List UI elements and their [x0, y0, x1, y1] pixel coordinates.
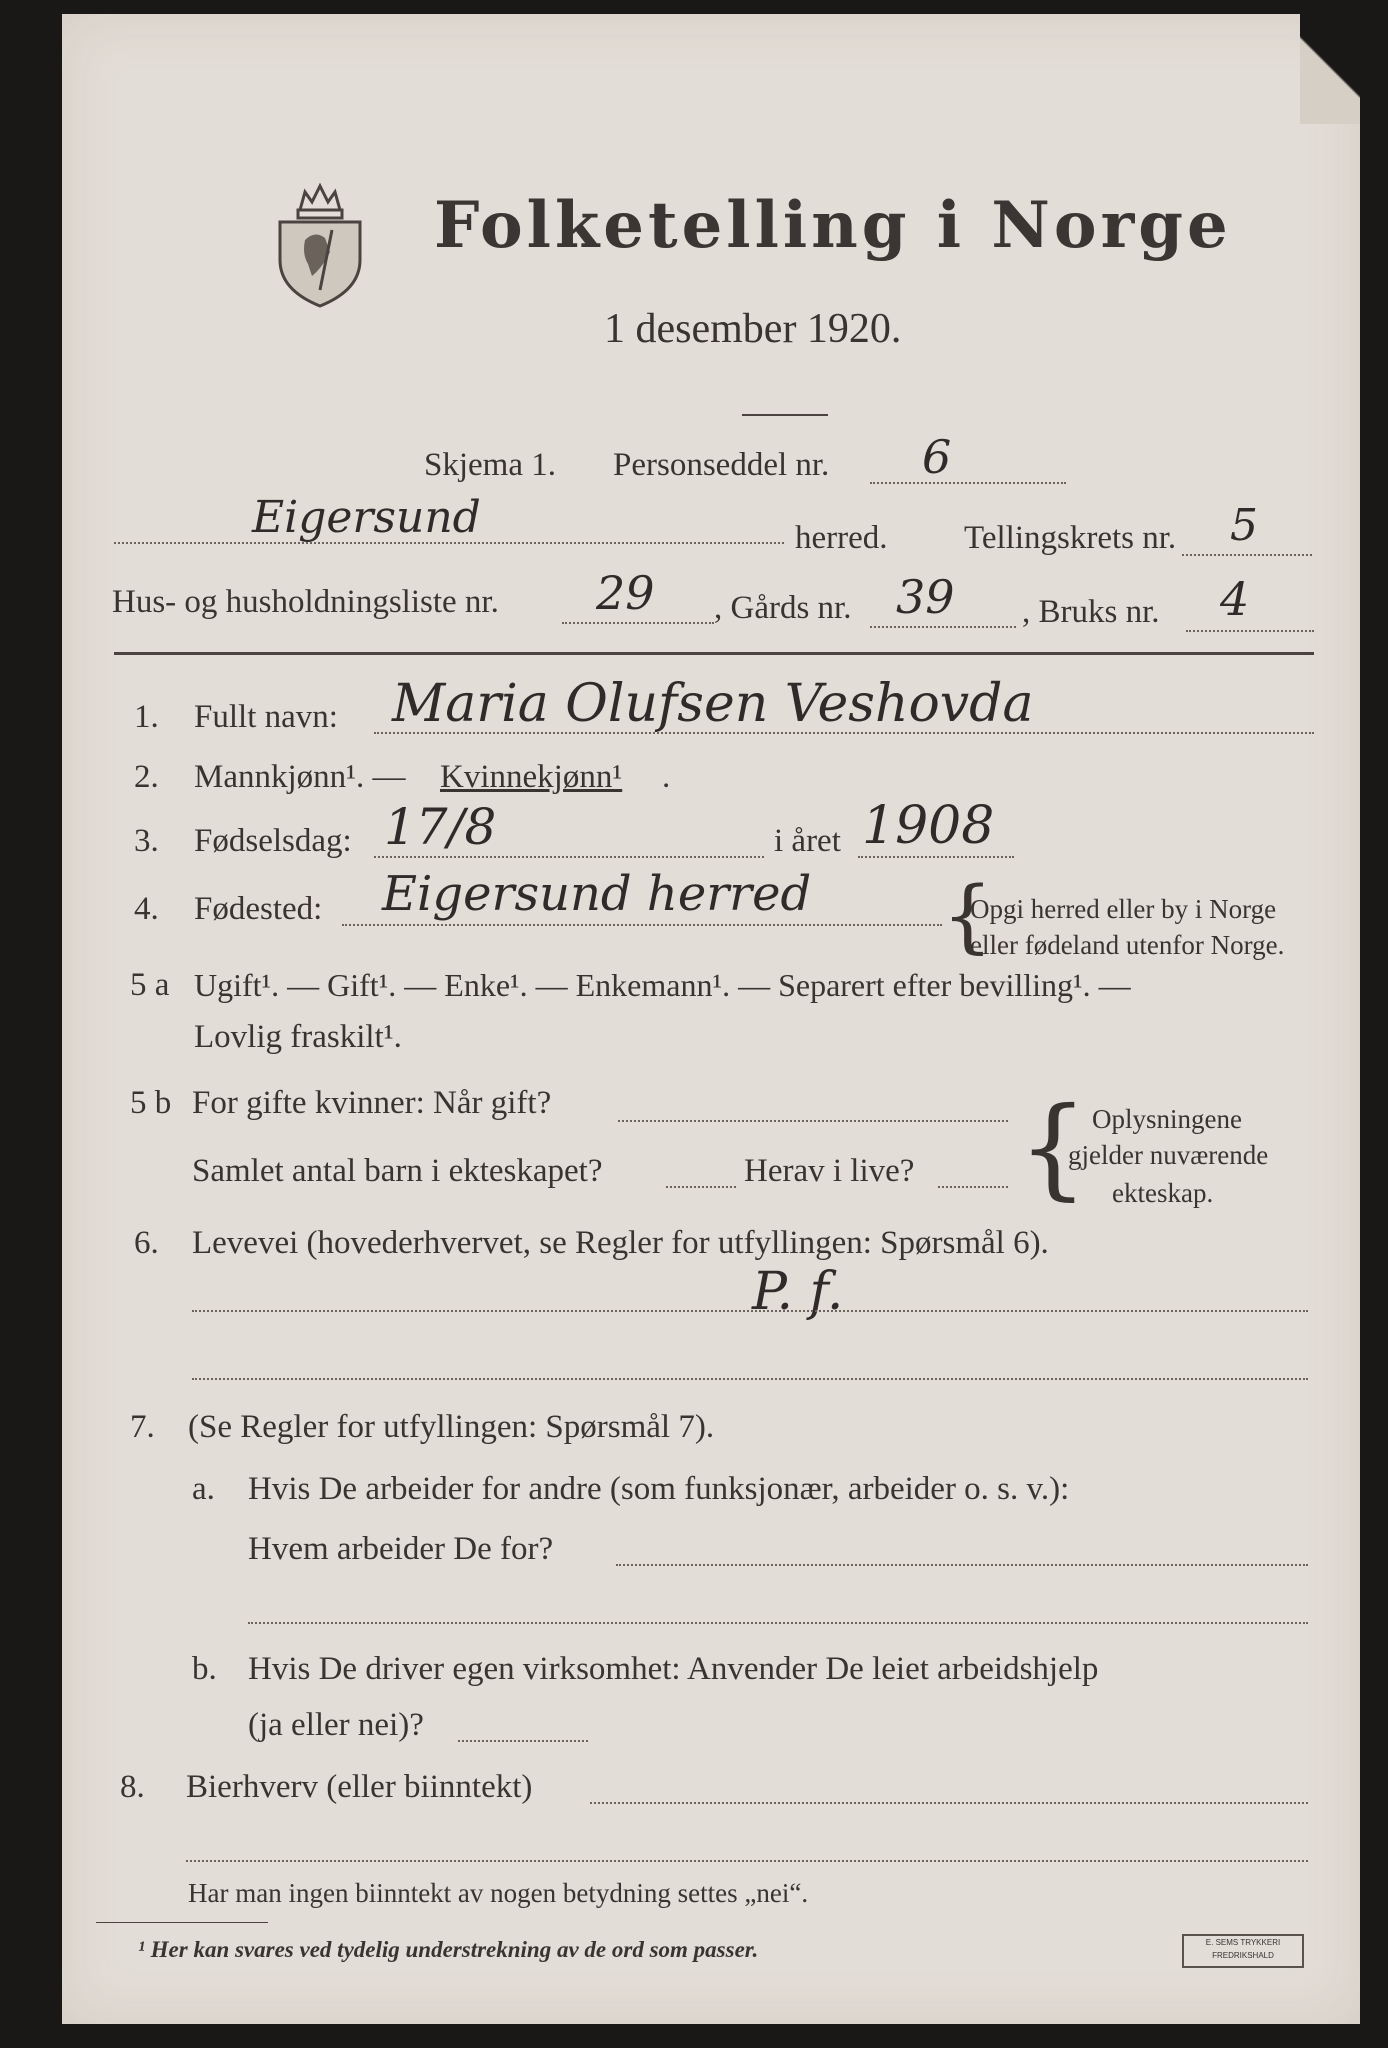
q5b-note-line3: ekteskap. — [1112, 1178, 1214, 1208]
q5b-note-line1: Oplysningene — [1092, 1104, 1242, 1134]
husliste-value: 29 — [596, 566, 655, 620]
q2-option-male: Mannkjønn¹. — — [194, 759, 406, 795]
q5b-note-line2: gjelder nuværende — [1068, 1140, 1269, 1170]
tellingskrets-value: 5 — [1230, 500, 1258, 551]
q3-year-label: i året — [774, 823, 841, 859]
husliste-label: Hus- og husholdningsliste nr. — [112, 584, 499, 620]
q7b-text: Hvis De driver egen virksomhet: Anvender De leiet arbeidshjelp — [248, 1651, 1099, 1687]
q7a-text: Hvis De arbeider for andre (som funksjonær, arbeider o. s. v.): — [248, 1471, 1070, 1507]
q4-label: Fødested: — [194, 891, 323, 927]
bruks-label: , Bruks nr. — [1022, 594, 1160, 630]
q8-label: Bierhverv (eller biinntekt) — [186, 1769, 533, 1805]
section-divider — [114, 652, 1314, 655]
personseddel-value: 6 — [922, 430, 952, 484]
form-date: 1 desember 1920. — [604, 306, 902, 352]
q7a-employer-line-2 — [248, 1622, 1308, 1624]
q5b-alive-line — [938, 1186, 1008, 1188]
q5b-married-line — [618, 1120, 1008, 1122]
q5a-options: Ugift¹. — Gift¹. — Enke¹. — Enkemann¹. — Separert efter bevilling¹. — — [194, 967, 1131, 1003]
herred-value: Eigersund — [252, 492, 481, 543]
herred-label: herred. — [795, 520, 888, 556]
q2-number: 2. — [134, 759, 159, 795]
q1-label: Fullt navn: — [194, 699, 338, 735]
q1-line — [374, 732, 1314, 734]
q5b-alive-label: Herav i live? — [744, 1153, 915, 1189]
q7-label: (Se Regler for utfyllingen: Spørsmål 7). — [188, 1409, 715, 1445]
q8-note: Har man ingen biinntekt av nogen betydning settes „nei“. — [188, 1878, 809, 1908]
q2-end: . — [662, 759, 671, 795]
q3-day-value: 17/8 — [384, 798, 497, 856]
q1-number: 1. — [134, 699, 159, 735]
q3-year-line — [858, 856, 1014, 858]
q7a-employer-line — [616, 1564, 1308, 1566]
title-divider — [742, 414, 828, 416]
q6-label: Levevei (hovederhvervet, se Regler for utfyllingen: Spørsmål 6). — [192, 1225, 1049, 1261]
q4-brace: { — [942, 869, 993, 962]
personseddel-label: Personseddel nr. — [613, 447, 830, 483]
q4-value: Eigersund herred — [382, 866, 812, 922]
printer-stamp-text: E. SEMS TRYKKERI FREDRIKSHALD — [1205, 1938, 1281, 1960]
census-form — [62, 14, 1360, 2024]
gards-label: , Gårds nr. — [714, 590, 852, 626]
q8-number: 8. — [120, 1769, 145, 1805]
q4-line — [342, 924, 942, 926]
q3-day-line — [374, 856, 764, 858]
q8-line — [590, 1802, 1308, 1804]
q5a-number: 5 a — [130, 967, 170, 1003]
q3-number: 3. — [134, 823, 159, 859]
q5b-number: 5 b — [130, 1085, 172, 1121]
q4-note-line2: eller fødeland utenfor Norge. — [970, 930, 1285, 960]
q2-option-female: Kvinnekjønn¹ — [440, 759, 623, 795]
q1-value: Maria Olufsen Veshovda — [392, 674, 1034, 734]
q3-label: Fødselsdag: — [194, 823, 352, 859]
husliste-line — [562, 622, 714, 624]
q5b-married-label: For gifte kvinner: Når gift? — [192, 1085, 552, 1121]
gards-line — [870, 626, 1016, 628]
q5b-children-line — [666, 1186, 736, 1188]
q4-number: 4. — [134, 891, 159, 927]
coat-of-arms-icon — [270, 180, 370, 310]
q7-number: 7. — [130, 1409, 155, 1445]
footnote-divider — [96, 1922, 268, 1923]
q5b-brace: { — [1018, 1083, 1088, 1211]
bruks-value: 4 — [1220, 572, 1250, 626]
q7b-answer-line — [458, 1740, 588, 1742]
gards-value: 39 — [896, 570, 955, 624]
footnote: ¹ Her kan svares ved tydelig understrekning av de ord som passer. — [138, 1937, 759, 1962]
q7a-letter: a. — [192, 1471, 215, 1507]
q8-line-2 — [186, 1860, 1308, 1862]
q7b-letter: b. — [192, 1651, 217, 1687]
q4-note-line1: Opgi herred eller by i Norge — [970, 894, 1277, 924]
q5a-options-2: Lovlig fraskilt¹. — [194, 1019, 402, 1055]
q7b-answer-label: (ja eller nei)? — [248, 1707, 424, 1743]
folded-corner — [1300, 14, 1360, 124]
tellingskrets-line — [1182, 554, 1312, 556]
q6-value: P. f. — [752, 1262, 844, 1322]
personseddel-line — [870, 482, 1066, 484]
q6-line-2 — [192, 1378, 1308, 1380]
schema-label: Skjema 1. — [424, 447, 556, 483]
printer-stamp — [1182, 1934, 1304, 1968]
form-title: Folketelling i Norge — [434, 188, 1232, 263]
tellingskrets-label: Tellingskrets nr. — [964, 520, 1177, 556]
bruks-line — [1186, 630, 1314, 632]
q3-year-value: 1908 — [862, 796, 995, 856]
q6-number: 6. — [134, 1225, 159, 1261]
q6-line-1 — [192, 1310, 1308, 1312]
q5b-children-label: Samlet antal barn i ekteskapet? — [192, 1153, 603, 1189]
q7a-employer-label: Hvem arbeider De for? — [248, 1531, 554, 1567]
